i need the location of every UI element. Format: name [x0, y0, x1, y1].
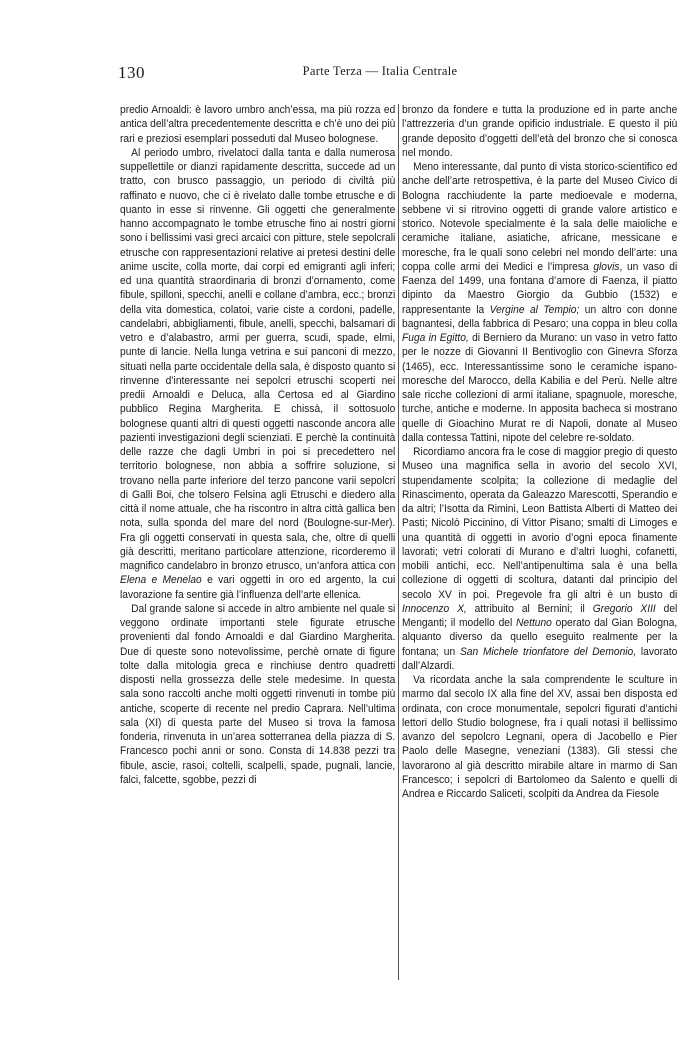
paragraph-text: operato dal Gian Bologna, alquanto diverso da quello eseguito realmente per la fontana; un: [402, 617, 678, 658]
paragraph-text: lavorato dall’Alzardi.: [402, 645, 678, 672]
paragraph: [120, 146, 395, 602]
paragraph-text: del Menganti; il modello del: [402, 602, 678, 629]
italic-title: Fuga in Egitto,: [402, 332, 469, 344]
left-column: [120, 103, 395, 787]
italic-title: Vergine al Tempio;: [489, 303, 580, 316]
paragraph-text: Al periodo umbro, rivelatoci dalla tanta e dalla numerosa suppellettile or dianzi rapidamente descritta, succede ad un tratto, con brusco passaggio, un periodo di civiltà più raffinato e nuovo, che ci è rivelato dalle tombe etrusche e di quanto in esse si rinvenne. Gli oggetti che generalmente hanno accompagnato le tombe etrusche fino ai nostri giorni sono i bellissimi vasi greci arcaici con pitture, stele sepolcrali etrusche con rappresentazioni relative ai pretesi destini delle anime uscite, colla morte, dai corpi ed emigranti agli inferi; ed una quantità straordinaria di bronzi d’ornamento, come fibule, spilloni, specchi, anelli e collane d’ambra, ecc.; bronzi della vita domestica, colatoi, varie ciste a cordoni, padelle, candelabri, abbigliamenti, fibule, anelli, specchi, balsamari di vetro e d’alabastro, armi per guerra, scudi, spade, elmi, punte di lancie. Nella lunga vetrina e sui panconi di mezzo, situati nella parte occidentale della sala, è disposto quanto si rinvenne d’interessante nei sepolcri etruschi scoperti nei predii Arnoaldi e Deluca, alla Certosa ed al Giardino pubblico Regina Margherita. E chissà, il sottosuolo bolognese quanti altri di questi oggetti nasconde ancora alle pazienti investigazioni degli scienziati. E perchè la continuità delle razze che dagli Umbri in poi si precedettero nel territorio bolognese, non abbia a soffrire soluzione, si trovano nella parte inferiore del terzo pancone varii sepolcri di Galli Boi, che tolsero Felsina agli Etruschi e diedero alla città il nome attuale, che ha riscontro in altra città gallica ben nota, sulla sponda del mare del nord (Boulogne-sur-Mer). Fra gli oggetti conservati in questa sala, che, oltre di quelli già descritti, meritano particolare attenzione, ricorderemo il magnifico candelabro in bronzo etrusco, un’anfora attica con: [120, 146, 396, 572]
page-number: 130: [118, 63, 145, 82]
right-column: [402, 103, 677, 801]
running-title: Parte Terza — Italia Centrale: [302, 64, 458, 78]
paragraph-text: e vari oggetti in oro ed argento, la cui lavorazione fa sentire già l’influenza dell’arte ellenica.: [120, 574, 396, 601]
paragraph: [402, 160, 677, 445]
paragraph-text: Ricordiamo ancora fra le cose di maggior pregio di questo Museo una magnifica sella in avorio del secolo XVI, stupendamente scolpita; la collezione di medaglie del Rinascimento, operata da Galeazzo Marescotti, Sperandio e da altri; l’Isotta da Rimini, Leon Battista Alberti di Matteo dei Pasti; Nicolò Piccinino, di Vittor Pisano; smalti di Limoges e una quantità di oggetti in avorio d’ogni epoca finamente lavorati; vetri colorati di Murano e d’altri luoghi, cofanetti, mobili antichi, ecc. Nell’antipenultima sala è una bella collezione di oggetti di scoltura, datanti dal principio del secolo XV in poi. Pregevole fra gli altri è un busto di: [402, 446, 678, 601]
italic-title: Elena e Menelao: [120, 574, 202, 587]
paragraph-text: , un vaso di Faenza del 1499, una fontana d’amore di Faenza, il piatto dipinto da Maestro Giorgio da Gubbio (1532) e rappresentante la: [402, 260, 678, 316]
italic-title: Gregorio XIII: [592, 602, 656, 615]
paragraph: Va ricordata anche la sala comprendente le sculture in marmo dal secolo IX alla fine del XV, assai ben disposta ed ordinata, con croce monumentale, sepolcri figurati d’antichi lettori dello Studio bolognese, fra i quali notasi il bellissimo avanzo del sepolcro Legnani, opera di Jacobello e Pier Paolo delle Masegne, veneziani (1383). Gli stessi che lavorarono al già descritto mirabile altare in marmo di San Francesco; i sepolcri di Bartolomeo da Salento e quelli di Andrea e Riccardo Saliceti, scolpiti da Andrea da Fiesole: [402, 674, 678, 800]
italic-term: glovis: [593, 260, 620, 273]
paragraph-text: di Berniero da Murano: un vaso in vetro fatto per le nozze di Giovanni II Bentivoglio con Ginevra Sforza (1465), ecc. Interessantissime sono le ceramiche ispano-moresche del Marocco, della Kabilia e del Perù. Nelle altre sale ricche collezioni di armi italiane, spagnuole, moresche, turche, antiche e moderne. In apposita bacheca si mostrano quelle di Gioachino Murat re di Napoli, donate al Museo dalla contessa Tattini, nipote del celebre re-soldato.: [402, 332, 678, 444]
paragraph: bronzo da fondere e tutta la produzione ed in parte anche l’attrezzeria d’un grande opificio industriale. E questo il più grande deposito d’oggetti dell’età del bronzo che si conosca nel mondo.: [402, 104, 678, 159]
italic-title: San Michele trionfatore del Demonio,: [459, 645, 637, 658]
paragraph: Dal grande salone si accede in altro ambiente nel quale si veggono ordinate importanti stele figurate etrusche provenienti dal fondo Arnoaldi e dal Giardino Margherita. Due di queste sono notevolissime, perchè ornate di figure tolte dalla mitologia greca e rinchiuse dentro quadretti disposti nella grossezza delle stele medesime. In questa sala sono raccolti anche molti oggetti rinvenuti in tombe più antiche, scoperte di recente nel predio Caprara. Nell’ultima sala (XI) di questa parte del Museo si trova la famosa fonderia, rinvenuta in un’area sotterranea della piazza di S. Francesco pochi anni or sono. Consta di 14.838 pezzi tra fibule, ascie, rasoi, coltelli, scalpelli, spade, pugnali, lancie, falci, falcette, sgobbe, pezzi di: [120, 602, 396, 786]
paragraph-text: attribuito al Bernini; il: [474, 602, 585, 615]
column-divider: [398, 104, 399, 980]
italic-title: Nettuno: [516, 617, 552, 629]
italic-title: Innocenzo X,: [402, 602, 467, 615]
paragraph-text: un altro con donne bagnantesi, della fabbrica di Pesaro; una coppa in bleu colla: [402, 303, 678, 330]
paragraph: predio Arnoaldi: è lavoro umbro anch’essa, ma più rozza ed antica dell’altra precedentemente descritta e ch’è uno dei più rari e preziosi esemplari posseduti dal Museo bolognese.: [120, 104, 396, 145]
paragraph-text: Meno interessante, dal punto di vista storico-scientifico ed anche dell’arte retrospettiva, è la parte del Museo Civico di Bologna racchiudente la parte medioevale e moderna, sebbene vi si ritrovino oggetti di grande valore artistico e storico. Notevole specialmente è la sala delle maioliche e ceramiche italiane, asiatiche, africane, messicane e moresche, fra le quali sono celebri nel mondo dell’arte: una coppa colle armi dei Medici e l’impresa: [402, 161, 678, 273]
paragraph: [402, 445, 677, 673]
